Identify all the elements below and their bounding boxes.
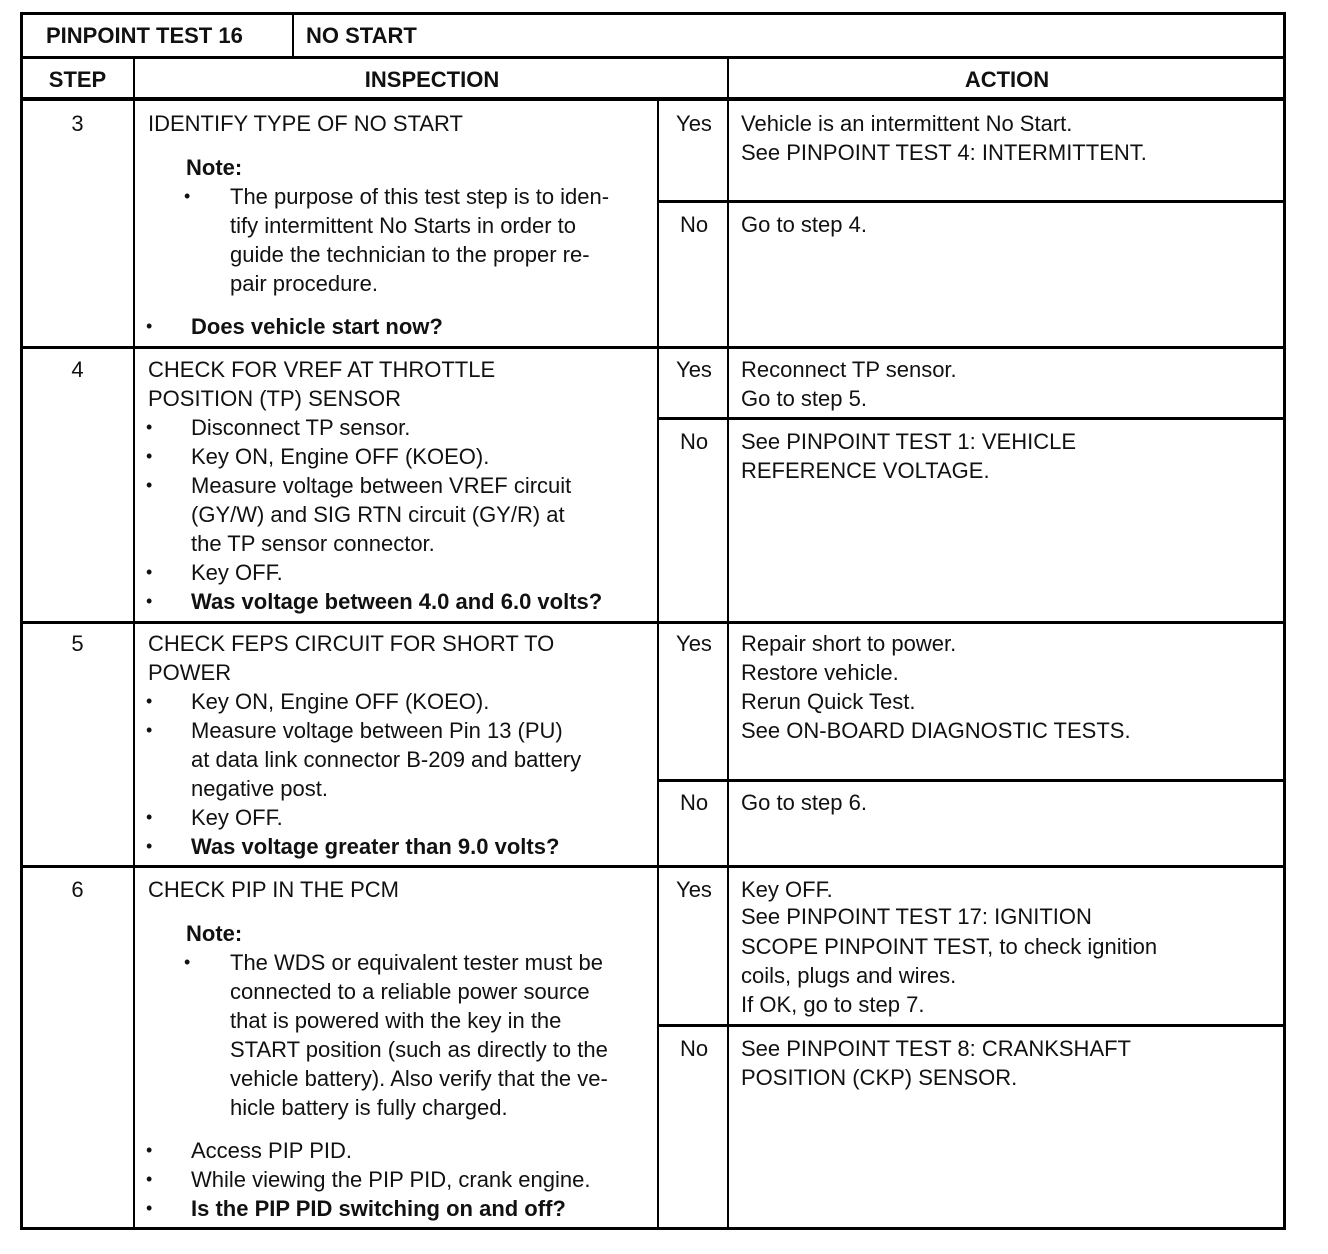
bullet-text: Disconnect TP sensor. [191,415,411,440]
question: Is the PIP PID switching on and off? [191,1196,566,1221]
bullet-text-line: (GY/W) and SIG RTN circuit (GY/R) at [191,502,565,527]
action-line: Rerun Quick Test. [741,689,916,714]
step-heading: CHECK FOR VREF AT THROTTLE [148,357,496,382]
action-line: coils, plugs and wires. [741,963,957,988]
bullet-text: While viewing the PIP PID, crank engine. [191,1167,591,1192]
result-label-yes: Yes [676,877,712,902]
result-label-no: No [679,429,709,454]
result-label-yes: Yes [676,357,712,382]
note-line: The WDS or equivalent tester must be [230,950,603,975]
bullet-icon: • [146,475,153,495]
action-line: Reconnect TP sensor. [741,357,957,382]
bullet-text-line: at data link connector B-209 and battery [191,747,582,772]
bullet-icon: • [146,720,153,740]
bullet-icon: • [146,446,153,466]
bullet-text: Access PIP PID. [191,1138,352,1163]
bullet-icon: • [146,1169,153,1189]
bullet-text-multiline [191,471,571,558]
note-line: pair procedure. [230,271,378,296]
bullet-icon: • [184,952,191,972]
action-line: See PINPOINT TEST 8: CRANKSHAFT [741,1036,1131,1061]
note-line: connected to a reliable power source [230,979,590,1004]
step-heading: POSITION (TP) SENSOR [148,386,402,411]
action-line: REFERENCE VOLTAGE. [741,458,990,483]
bullet-icon: • [146,691,153,711]
note-line: guide the technician to the proper re- [230,242,590,267]
action-line: Restore vehicle. [741,660,899,685]
bullet-icon: • [146,1198,153,1218]
header-step: STEP [48,67,107,92]
step-heading: POWER [148,660,232,685]
bullet-text: Key ON, Engine OFF (KOEO). [191,444,490,469]
bullet-text-multiline [191,716,581,803]
action-line: If OK, go to step 7. [741,992,925,1017]
note-line: that is powered with the key in the [230,1008,562,1033]
bullet-icon: • [184,186,191,206]
bullet-text-line: Measure voltage between VREF circuit [191,473,572,498]
action-line: POSITION (CKP) SENSOR. [741,1065,1018,1090]
step-number: 3 [71,111,84,136]
note-line: START position (such as directly to the [230,1037,608,1062]
action-line: Key OFF. [741,877,833,902]
header-inspection: INSPECTION [364,67,500,92]
question: Was voltage greater than 9.0 volts? [191,834,560,859]
result-label-no: No [679,1036,709,1061]
action-line: Repair short to power. [741,631,957,656]
action-line: See ON-BOARD DIAGNOSTIC TESTS. [741,718,1131,743]
note-line: vehicle battery). Also verify that the ve- [230,1066,608,1091]
action-line: See PINPOINT TEST 17: IGNITION [741,904,1092,929]
note-line: The purpose of this test step is to iden- [230,184,610,209]
result-label-no: No [679,212,709,237]
result-label-yes: Yes [676,631,712,656]
bullet-text: Key OFF. [191,805,283,830]
action-line: Go to step 4. [741,212,867,237]
note-label: Note: [186,155,243,180]
step-heading: CHECK PIP IN THE PCM [148,877,400,902]
bullet-text: Key OFF. [191,560,283,585]
step-heading: CHECK FEPS CIRCUIT FOR SHORT TO [148,631,555,656]
question: Does vehicle start now? [191,314,443,339]
test-name: NO START [306,23,417,48]
bullet-text-line: Measure voltage between Pin 13 (PU) [191,718,563,743]
bullet-text-line: negative post. [191,776,328,801]
note-label: Note: [186,921,243,946]
header-action: ACTION [964,67,1050,92]
step-number: 4 [71,357,84,382]
bullet-icon: • [146,591,153,611]
bullet-icon: • [146,316,153,336]
pinpoint-test-sheet [20,12,1286,1230]
step-number: 5 [71,631,84,656]
question: Was voltage between 4.0 and 6.0 volts? [191,589,603,614]
action-line: See PINPOINT TEST 4: INTERMITTENT. [741,140,1147,165]
bullet-icon: • [146,836,153,856]
action-line: Vehicle is an intermittent No Start. [741,111,1073,136]
action-line: SCOPE PINPOINT TEST, to check ignition [741,934,1158,959]
action-line: Go to step 5. [741,386,867,411]
bullet-icon: • [146,562,153,582]
bullet-icon: • [146,1140,153,1160]
action-line: Go to step 6. [741,790,867,815]
result-label-no: No [679,790,709,815]
note-line: hicle battery is fully charged. [230,1095,508,1120]
test-id: PINPOINT TEST 16 [46,23,243,48]
step-number: 6 [71,877,84,902]
bullet-icon: • [146,807,153,827]
note-line: tify intermittent No Starts in order to [230,213,577,238]
step-heading: IDENTIFY TYPE OF NO START [148,111,463,136]
bullet-text: Key ON, Engine OFF (KOEO). [191,689,490,714]
result-label-yes: Yes [676,111,712,136]
bullet-text-line: the TP sensor connector. [191,531,435,556]
bullet-icon: • [146,417,153,437]
action-line: See PINPOINT TEST 1: VEHICLE [741,429,1077,454]
